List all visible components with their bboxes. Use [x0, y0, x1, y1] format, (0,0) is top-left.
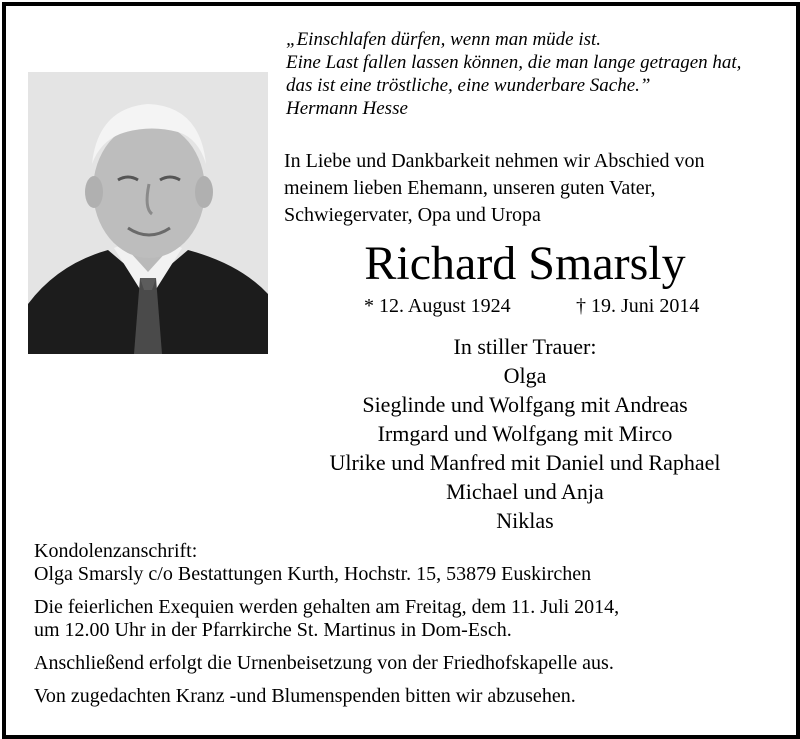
service-line: Die feierlichen Exequien werden gehalten am Freitag, dem 11. Juli 2014, — [34, 596, 620, 618]
quote-line: Eine Last fallen lassen können, die man lange getragen hat, — [286, 52, 742, 73]
mourner-entry: Niklas — [496, 508, 554, 533]
mourner-entry: Olga — [503, 363, 547, 388]
portrait-photo — [28, 72, 268, 354]
portrait-person-icon — [28, 72, 268, 354]
hesse-quote — [286, 28, 741, 120]
service-line: um 12.00 Uhr in der Pfarrkirche St. Martinus in Dom-Esch. — [34, 619, 512, 641]
mourner-entry: Sieglinde und Wolfgang mit Andreas — [362, 392, 688, 417]
mourner-entry: Ulrike und Manfred mit Daniel und Raphael — [329, 450, 721, 475]
mourner-entry: Irmgard und Wolfgang mit Mirco — [377, 421, 673, 446]
death-date: † 19. Juni 2014 — [576, 295, 700, 317]
burial-note: Anschließend erfolgt die Urnenbeisetzung von der Friedhofskapelle aus. — [34, 652, 614, 674]
farewell-intro — [284, 148, 704, 229]
quote-line: „Einschlafen dürfen, wenn man müde ist. — [286, 29, 602, 50]
condolence-address: Olga Smarsly c/o Bestattungen Kurth, Hochstr. 15, 53879 Euskirchen — [34, 563, 592, 585]
flowers-note: Von zugedachten Kranz -und Blumenspenden bitten wir abzusehen. — [34, 685, 576, 707]
quote-line: das ist eine tröstliche, eine wunderbare Sache.” — [286, 75, 651, 96]
mourners-heading: In stiller Trauer: — [453, 334, 597, 359]
quote-author: Hermann Hesse — [286, 98, 408, 119]
notice-details — [34, 540, 619, 708]
birth-date: * 12. August 1924 — [364, 295, 511, 317]
condolence-label: Kondolenzanschrift: — [34, 540, 198, 562]
obituary-notice — [2, 2, 800, 739]
intro-line: meinem lieben Ehemann, unseren guten Vater, — [284, 177, 656, 199]
deceased-name: Richard Smarsly — [364, 237, 686, 290]
mourners-list — [286, 332, 764, 535]
intro-line: In Liebe und Dankbarkeit nehmen wir Abschied von — [284, 150, 705, 172]
intro-line: Schwiegervater, Opa und Uropa — [284, 204, 541, 226]
mourner-entry: Michael und Anja — [446, 479, 604, 504]
